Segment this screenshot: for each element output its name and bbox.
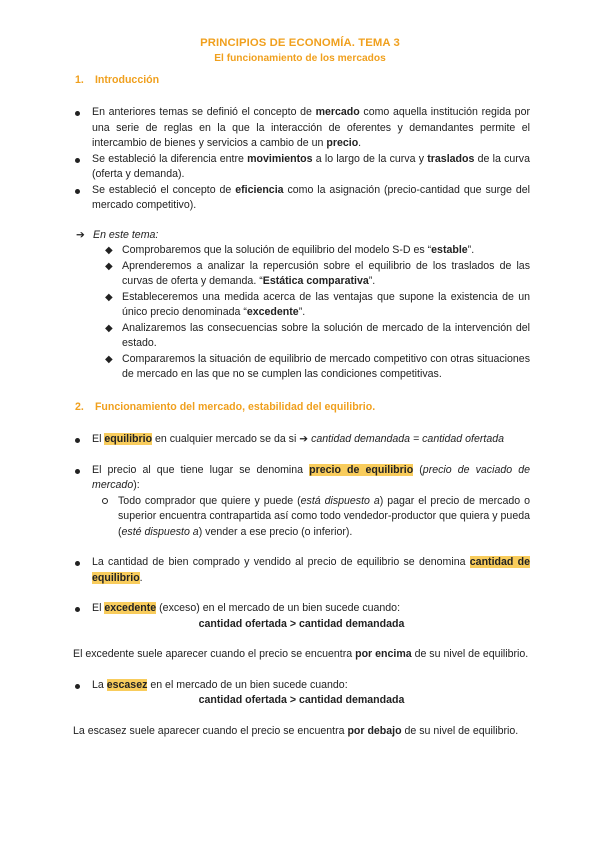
topic-item-5: ◆ Compararemos la situación de equilibrio de mercado competitivo con otras situaciones de mercado en las que no se cumplen las condiciones competitivas. xyxy=(105,352,530,380)
diamond-icon: ◆ xyxy=(105,353,113,365)
surplus-formula: cantidad ofertada > cantidad demandada xyxy=(198,617,405,630)
topic-item-1: ◆ Comprobaremos que la solución de equilibrio del modelo S-D es “estable”. xyxy=(104,243,530,259)
bullet-dot xyxy=(75,438,80,443)
section-1-number: 1. xyxy=(75,73,84,86)
diamond-icon: ◆ xyxy=(105,322,113,334)
arrow-icon: ➔ xyxy=(299,433,309,445)
bullet-dot xyxy=(75,189,80,194)
highlight-excedente: excedente xyxy=(104,602,157,614)
bullet-dot xyxy=(75,469,80,474)
shortage-paragraph: La escasez suele aparecer cuando el precio se encuentra por debajo de su nivel de equilibrio. xyxy=(73,724,519,737)
intro-bullet-2: Se estableció la diferencia entre movimientos a lo largo de la curva y traslados de la curva (oferta y demanda). xyxy=(73,152,530,183)
diamond-icon: ◆ xyxy=(105,245,113,256)
bullet-dot xyxy=(75,158,80,163)
topic-number: TEMA 3 xyxy=(358,37,400,49)
topic-item-4: ◆ Analizaremos las consecuencias sobre la solución de mercado de la intervención del estado. xyxy=(105,321,530,349)
bullet-dot xyxy=(75,607,80,612)
intro-bullet-3: Se estableció el concepto de eficiencia como la asignación (precio-cantidad que surge del mercado competitivo). xyxy=(73,183,530,214)
in-this-topic-row xyxy=(76,228,530,244)
intro-bullet-1: En anteriores temas se definió el concepto de mercado como aquella institución regida por una serie de reglas en la que la interacción de oferentes y demandantes permite el intercambio de bienes y servicios a cambio de un precio. xyxy=(73,105,530,152)
document-subtitle: El funcionamiento de los mercados xyxy=(214,52,386,64)
highlight-precio-equilibrio: precio de equilibrio xyxy=(309,463,414,476)
bullet-dot xyxy=(75,684,80,689)
topic-item-3: ◆ Estableceremos una medida acerca de las ventajas que supone la existencia de un único precio denominada “excedente”. xyxy=(105,290,530,318)
circle-bullet-icon xyxy=(102,498,108,504)
shortage-bullet: La escasez en el mercado de un bien sucede cuando: cantidad ofertada > cantidad demandada xyxy=(73,678,530,709)
topic-list xyxy=(104,243,530,383)
highlight-cantidad-equilibrio: cantidad de equilibrio xyxy=(92,556,530,584)
document-title xyxy=(0,36,600,52)
section-2-title: Funcionamiento del mercado, estabilidad del equilibrio. xyxy=(94,400,376,413)
price-sub-bullet: Todo comprador que quiere y puede (está dispuesto a) pagar el precio de mercado o superior encuentra contrapartida así como todo vendedor-productor que quiera y pueda (esté dispuesto a) vender a ese precio (o inferior). xyxy=(102,494,530,541)
in-this-topic-label: En este tema: xyxy=(93,228,159,241)
arrow-icon: ➔ xyxy=(76,228,85,241)
price-bullet: El precio al que tiene lugar se denomina precio de equilibrio (precio de vaciado de mercado): Todo comprador que quiere y puede (está dispuesto a) pagar el precio de mercado o superior encuentra contrapartida así como todo vendedor-productor que quiera y pueda (esté dispuesto a) vender a ese precio (o inferior). xyxy=(73,463,530,541)
surplus-bullet: El excedente (exceso) en el mercado de un bien sucede cuando: cantidad ofertada > cantidad demandada xyxy=(73,601,530,632)
highlight-equilibrio: equilibrio xyxy=(104,433,153,445)
shortage-formula: cantidad ofertada > cantidad demandada xyxy=(198,694,405,706)
section-1-heading xyxy=(75,73,530,89)
course-title: PRINCIPIOS DE ECONOMÍA. xyxy=(200,37,355,49)
section-2-number: 2. xyxy=(75,400,84,413)
section-1-title: Introducción xyxy=(94,73,160,86)
surplus-paragraph: El excedente suele aparecer cuando el precio se encuentra por encima de su nivel de equilibrio. xyxy=(73,648,529,660)
intro-bullet-list xyxy=(73,105,530,214)
highlight-escasez: escasez xyxy=(106,678,148,691)
equilibrium-bullet: El equilibrio en cualquier mercado se da si ➔ cantidad demandada = cantidad ofertada xyxy=(73,432,530,448)
quantity-bullet: La cantidad de bien comprado y vendido al precio de equilibrio se denomina cantidad de equilibrio. xyxy=(73,555,530,586)
section-2-heading xyxy=(75,400,530,416)
diamond-icon: ◆ xyxy=(105,291,113,303)
topic-item-2: ◆ Aprenderemos a analizar la repercusión sobre el equilibrio de los traslados de las curvas de oferta y demanda. “Estática comparativa”. xyxy=(105,259,530,287)
diamond-icon: ◆ xyxy=(105,260,113,272)
bullet-dot xyxy=(75,561,80,566)
bullet-dot xyxy=(75,111,80,116)
